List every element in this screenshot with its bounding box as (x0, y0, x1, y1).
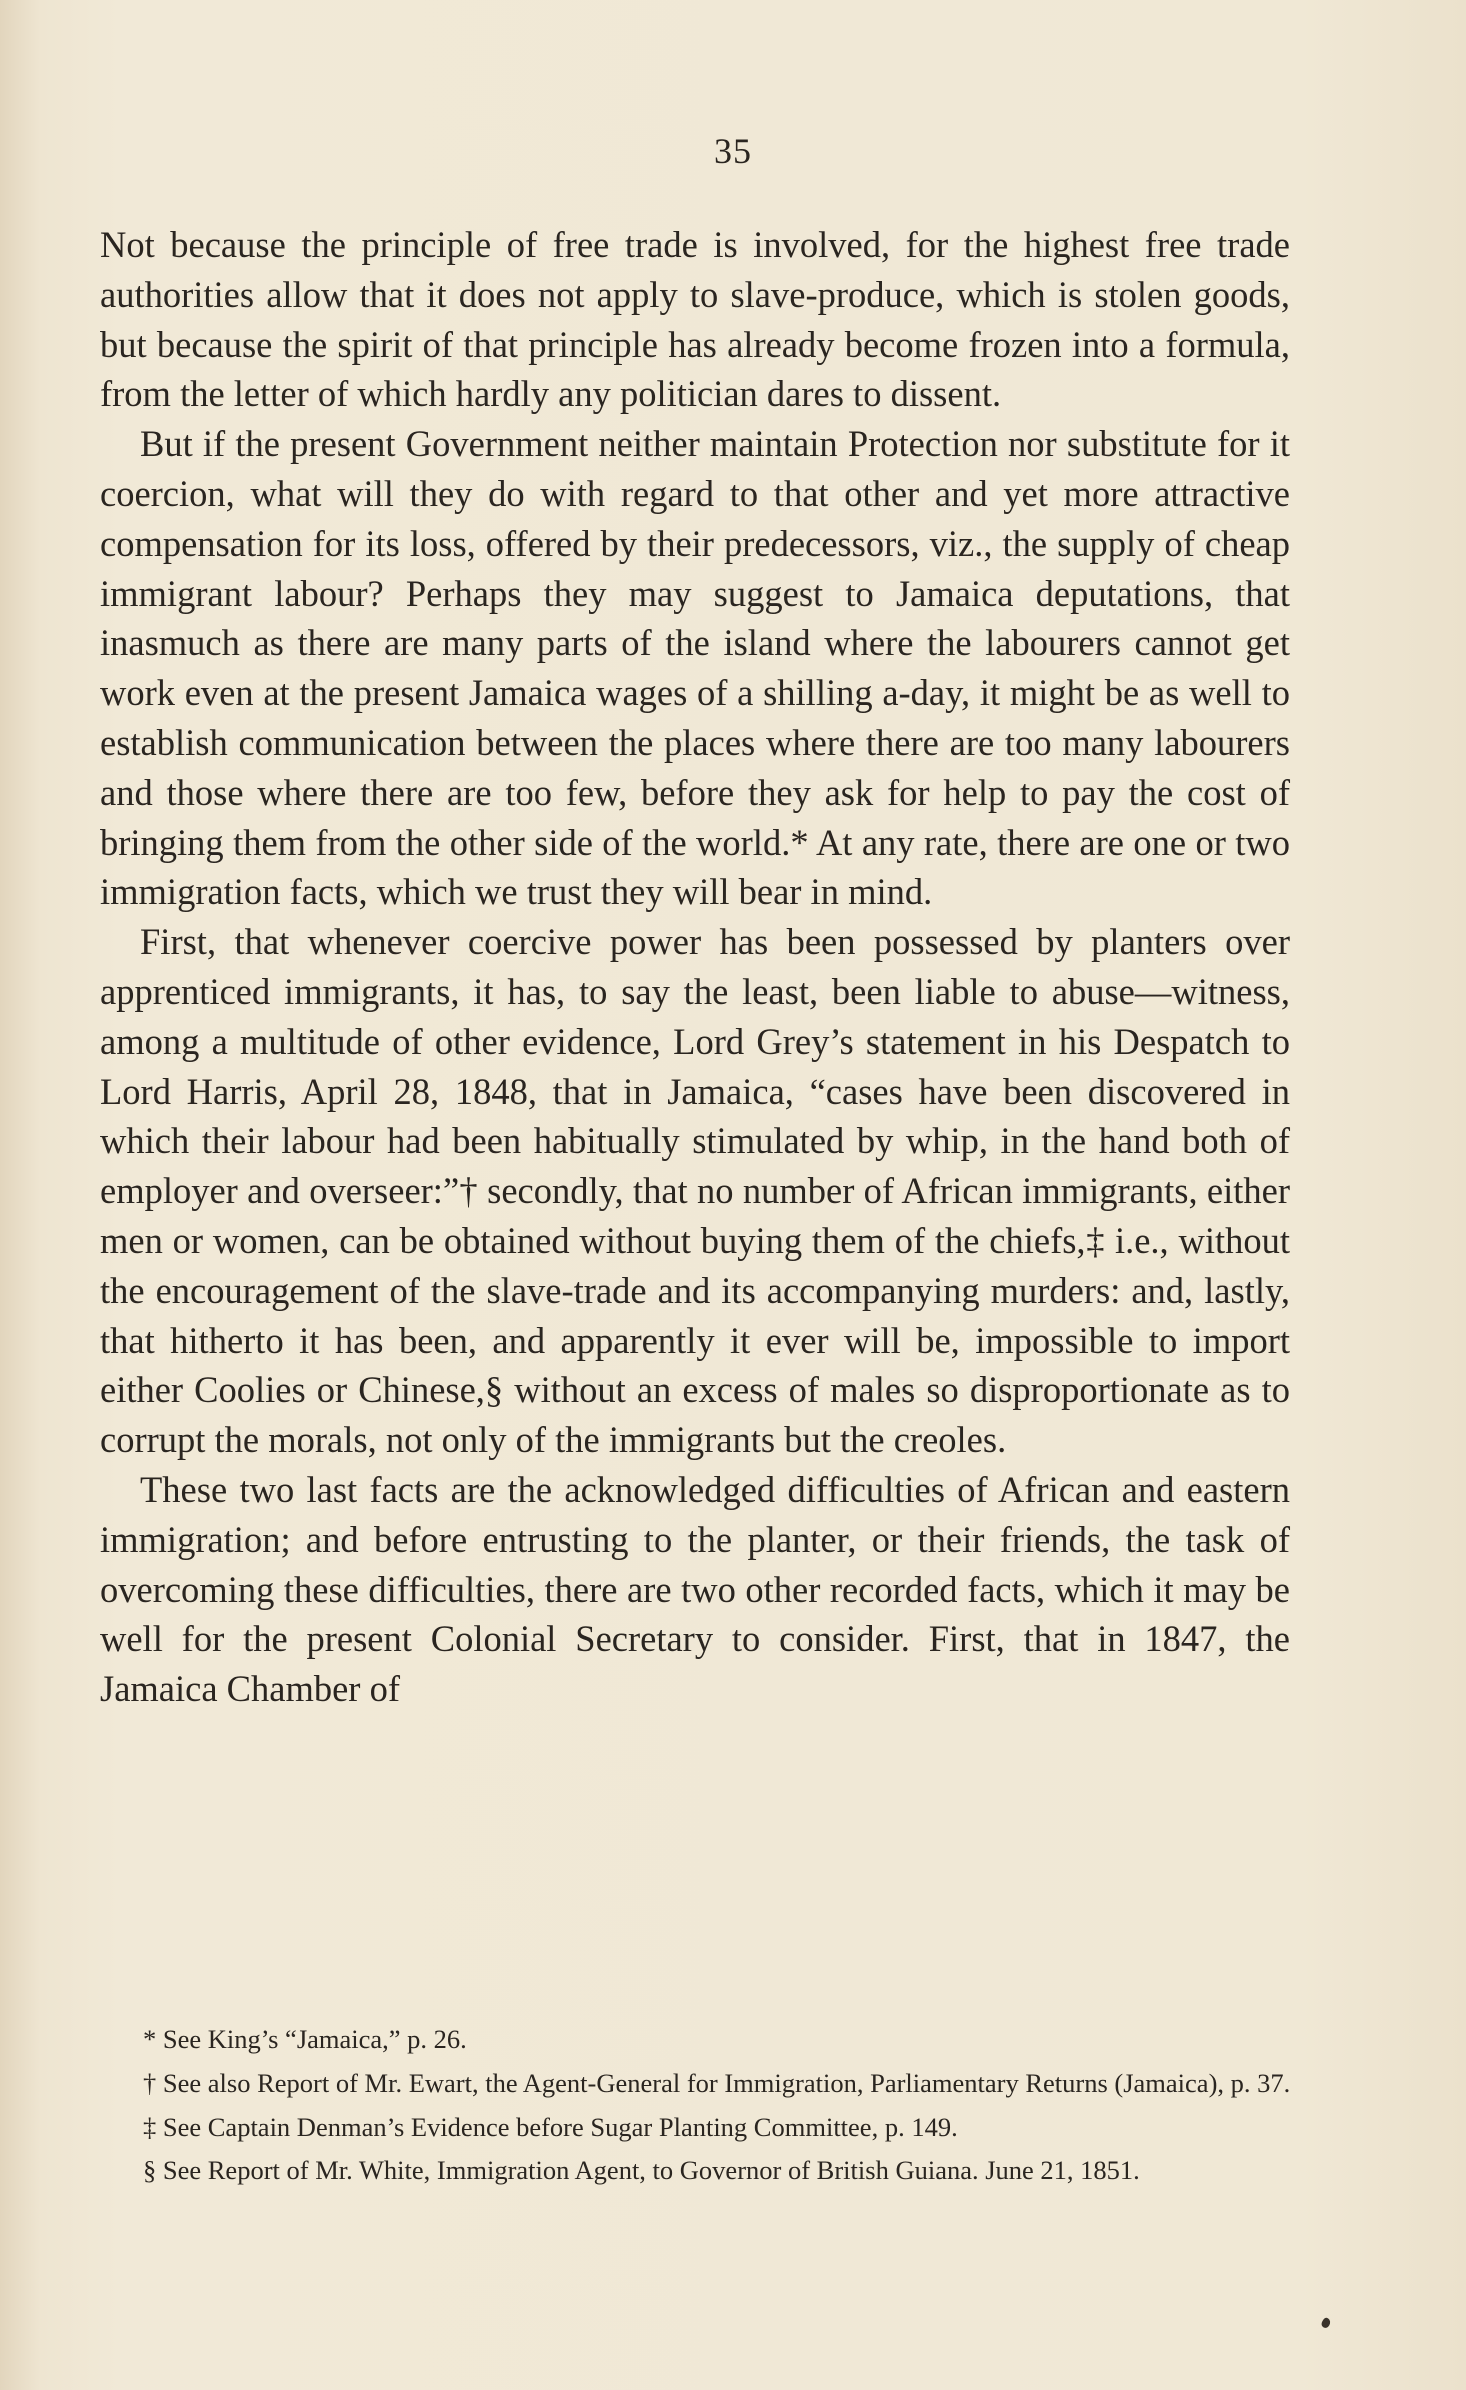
page-number: 35 (714, 131, 752, 171)
body-text (100, 220, 1290, 1714)
footnotes (105, 2018, 1300, 2193)
footnote: † See also Report of Mr. Ewart, the Agent-General for Immigration, Parliamentary Returns (Jamaica), p. 37. (143, 2067, 1291, 2098)
paragraph: Not because the principle of free trade is involved, for the highest free trade authorities allow that it does not apply to slave-produce, which is stolen goods, but because the spirit of that principle has already become frozen into a formula, from the letter of which hardly any politician dares to dissent. (100, 224, 1290, 415)
ink-speck (1320, 2317, 1332, 2330)
paragraph: These two last facts are the acknowledged difficulties of African and eastern immigration; and before entrusting to the planter, or their friends, the task of overcoming these difficulties, there are two other recorded facts, which it may be well for the present Colonial Secretary to consider. First, that in 1847, the Jamaica Chamber of (100, 1468, 1290, 1710)
footnote: * See King’s “Jamaica,” p. 26. (143, 2024, 467, 2054)
paragraph: But if the present Government neither maintain Protection nor substitute for it coercion, what will they do with regard to that other and yet more attractive compensation for its loss, offered by their predecessors, viz., the supply of cheap immigrant labour? Perhaps they may suggest to Jamaica deputations, that inasmuch as there are many parts of the island where the labourers cannot get work even at the present Jamaica wages of a shilling a-day, it might be as well to establish communication between the places where there are too many labourers and those where there are too few, before they ask for help to pay the cost of bringing them from the other side of the world.* At any rate, there are one or two immigration facts, which we trust they will bear in mind. (100, 423, 1290, 913)
footnote: ‡ See Captain Denman’s Evidence before Sugar Planting Committee, p. 149. (143, 2111, 958, 2142)
paragraph: First, that whenever coercive power has been possessed by planters over apprenticed immigrants, it has, to say the least, been liable to abuse—witness, among a multitude of other evidence, Lord Grey’s statement in his Despatch to Lord Harris, April 28, 1848, that in Jamaica, “cases have been discovered in which their labour had been habitually stimulated by whip, in the hand both of employer and overseer:”† secondly, that no number of African immigrants, either men or women, can be obtained without buying them of the chiefs,‡ i.e., without the encouragement of the slave-trade and its accompanying murders: and, lastly, that hitherto it has been, and apparently it ever will be, impossible to import either Coolies or Chinese,§ without an excess of males so disproportionate as to corrupt the morals, not only of the immigrants but the creoles. (100, 921, 1290, 1461)
footnote: § See Report of Mr. White, Immigration Agent, to Governor of British Guiana. June 21, 1851. (143, 2155, 1140, 2186)
